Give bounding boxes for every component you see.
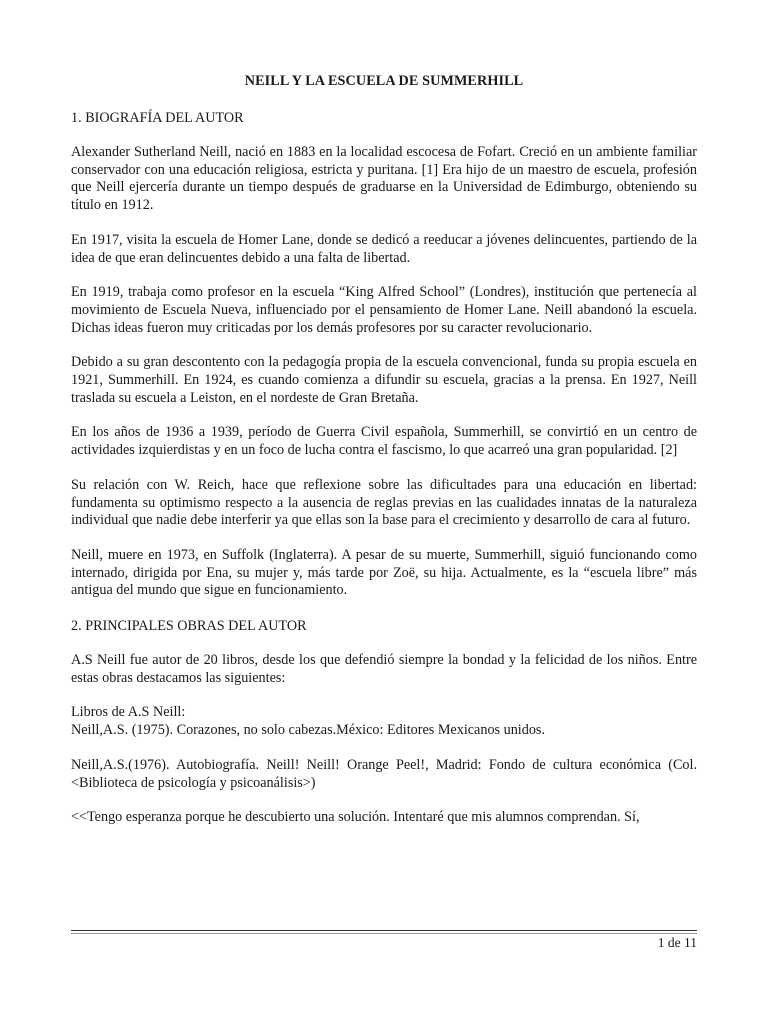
paragraph-death: Neill, muere en 1973, en Suffolk (Inglaterra). A pesar de su muerte, Summerhill, siguió funcionando como internado, dirigida por Ena, su mujer y, más tarde por Zoë, su hija. Actualmente, es la “escuela libre” más antigua del mundo que sigue en funcionamiento. bbox=[71, 546, 697, 599]
books-label: Libros de A.S Neill: bbox=[71, 704, 186, 721]
section-heading-biography: 1. BIOGRAFÍA DEL AUTOR bbox=[71, 110, 244, 126]
books-list bbox=[71, 704, 697, 739]
paragraph-king-alfred-school: En 1919, trabaja como profesor en la escuela “King Alfred School” (Londres), institución que pertenecía al movimiento de Escuela Nueva, influenciado por el pensamiento de Homer Lane. Neill abandonó la escuela. Dichas ideas fueron muy criticadas por los demás profesores por su caracter revolucionario. bbox=[71, 284, 697, 336]
book-reference-1: Neill,A.S. (1975). Corazones, no solo cabezas.México: Editores Mexicanos unidos. bbox=[71, 722, 545, 739]
paragraph-civil-war: En los años de 1936 a 1939, período de Guerra Civil española, Summerhill, se convirtió en un centro de actividades izquierdistas y en un foco de lucha contra el fascismo, lo que acarreó una gran popularidad. [2] bbox=[71, 424, 697, 459]
paragraph-summerhill-founding: Debido a su gran descontento con la pedagogía propia de la escuela convencional, funda su propia escuela en 1921, Summerhill. En 1924, es cuando comienza a difundir su escuela, gracias a la prensa. En 1927, Neill traslada su escuela a Leiston, en el nordeste de Gran Bretaña. bbox=[71, 354, 697, 406]
section-heading-works: 2. PRINCIPALES OBRAS DEL AUTOR bbox=[71, 618, 307, 635]
book-reference-2: Neill,A.S.(1976). Autobiografía. Neill! Neill! Orange Peel!, Madrid: Fondo de cultura económica (Col. <Biblioteca de psicología y psicoanálisis>) bbox=[71, 756, 697, 791]
paragraph-homer-lane: En 1917, visita la escuela de Homer Lane, donde se dedicó a reeducar a jóvenes delincuentes, partiendo de la idea de que eran delincuentes debido a una falta de libertad. bbox=[71, 231, 697, 266]
footer-divider bbox=[71, 930, 697, 931]
quote-fragment: <<Tengo esperanza porque he descubierto una solución. Intentaré que mis alumnos comprendan. Sí, bbox=[71, 809, 640, 826]
document-page bbox=[71, 72, 697, 827]
document-title: NEILL Y LA ESCUELA DE SUMMERHILL bbox=[244, 73, 524, 89]
paragraph-reich: Su relación con W. Reich, hace que reflexione sobre las dificultades para una educación en libertad: fundamenta su optimismo respecto a la ausencia de reglas previas en las cualidades innatas de la naturaleza individual que nadie debe interferir ya que ellas son la base para el crecimiento y desarrollo de cara al futuro. bbox=[71, 476, 697, 529]
paragraph-birth: Alexander Sutherland Neill, nació en 1883 en la localidad escocesa de Fofart. Creció en un ambiente familiar conservador con una educación religiosa, estricta y puritana. [1] Era hijo de un maestro de escuela, profesión que Neill ejercería durante un tiempo después de graduarse en la Universidad de Edimburgo, obteniendo su título en 1912. bbox=[71, 144, 697, 214]
footer-divider-thin bbox=[71, 933, 697, 934]
paragraph-works-intro: A.S Neill fue autor de 20 libros, desde los que defendió siempre la bondad y la felicidad de los niños. Entre estas obras destacamos las siguientes: bbox=[71, 652, 697, 686]
page-number: 1 de 11 bbox=[657, 935, 697, 950]
